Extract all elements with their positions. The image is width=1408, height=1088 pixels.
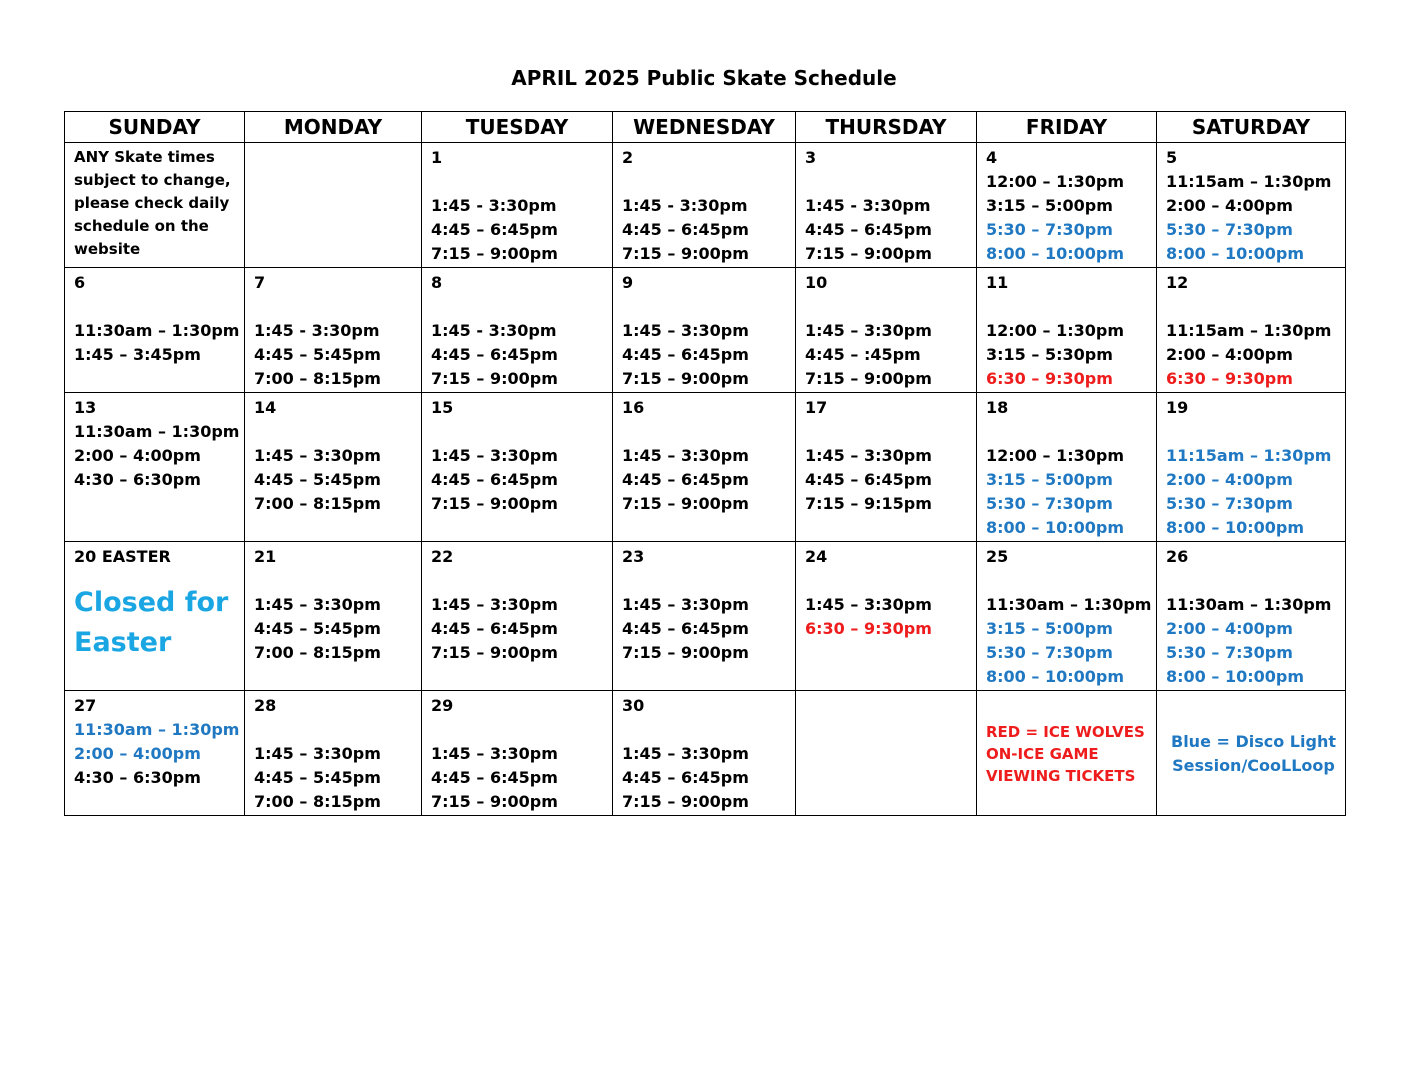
legend-blue-text: Blue = Disco Light	[1171, 732, 1336, 751]
session-time: 11:15am – 1:30pm	[1166, 321, 1332, 340]
day-cell	[613, 143, 796, 268]
session-time	[622, 295, 791, 319]
game-session-time: 6:30 – 9:30pm	[1166, 369, 1293, 388]
disco-session-time: 5:30 – 7:30pm	[986, 643, 1113, 662]
session-time: 1:45 – 3:30pm	[805, 446, 932, 465]
day-number: 25	[986, 547, 1009, 566]
session-time: 7:15 – 9:00pm	[622, 792, 749, 811]
day-cell	[1157, 268, 1346, 393]
day-cell	[977, 393, 1157, 542]
session-time: 1:45 - 3:30pm	[431, 321, 557, 340]
disco-session-time: 3:15 – 5:00pm	[986, 470, 1113, 489]
session-time: 4:45 – 5:45pm	[254, 768, 381, 787]
schedule-note-cell	[65, 143, 245, 268]
session-time: 1:45 – 3:30pm	[431, 595, 558, 614]
day-cell	[422, 268, 613, 393]
session-time: 7:00 – 8:15pm	[254, 643, 381, 662]
day-cell	[613, 691, 796, 816]
day-cell	[613, 542, 796, 691]
legend-red-text: VIEWING TICKETS	[986, 767, 1136, 785]
session-time	[622, 420, 791, 444]
session-time: 4:45 – 6:45pm	[431, 768, 558, 787]
session-time: 7:00 – 8:15pm	[254, 792, 381, 811]
session-time: 1:45 – 3:30pm	[622, 446, 749, 465]
session-time: 2:00 – 4:00pm	[1166, 345, 1293, 364]
session-time: 3:15 – 5:30pm	[986, 345, 1113, 364]
session-time: 7:15 – 9:00pm	[431, 643, 558, 662]
session-time: 4:45 – 6:45pm	[805, 470, 932, 489]
session-time: 1:45 - 3:30pm	[254, 321, 380, 340]
header-saturday: SATURDAY	[1157, 112, 1346, 143]
legend-red-text: RED = ICE WOLVES	[986, 723, 1145, 741]
day-number: 13	[74, 398, 97, 417]
session-time: 11:30am – 1:30pm	[74, 422, 240, 441]
day-number: 15	[431, 398, 454, 417]
session-time: 7:15 – 9:00pm	[431, 792, 558, 811]
session-time: 4:45 – 6:45pm	[805, 220, 932, 239]
legend-red-cell	[977, 691, 1157, 816]
day-number: 16	[622, 398, 645, 417]
day-number: 19	[1166, 398, 1189, 417]
session-time: 1:45 – 3:30pm	[805, 321, 932, 340]
disco-session-time: 8:00 – 10:00pm	[986, 518, 1124, 537]
empty-cell	[245, 143, 422, 268]
session-time: 1:45 – 3:30pm	[431, 744, 558, 763]
day-cell	[796, 393, 977, 542]
session-time: 11:30am – 1:30pm	[986, 595, 1152, 614]
disco-session-time: 8:00 – 10:00pm	[986, 667, 1124, 686]
disco-session-time: 2:00 – 4:00pm	[1166, 619, 1293, 638]
day-number: 11	[986, 273, 1009, 292]
session-time	[986, 569, 1152, 593]
schedule-note: ANY Skate times subject to change, please check daily schedule on the website	[74, 148, 231, 258]
game-session-time: 6:30 – 9:30pm	[986, 369, 1113, 388]
session-time: 4:45 – 6:45pm	[622, 619, 749, 638]
session-time	[254, 295, 417, 319]
session-time: 7:00 – 8:15pm	[254, 369, 381, 388]
legend-red-text: ON-ICE GAME	[986, 745, 1099, 763]
day-number: 7	[254, 273, 266, 292]
header-monday: MONDAY	[245, 112, 422, 143]
disco-session-time: 5:30 – 7:30pm	[986, 494, 1113, 513]
session-time: 11:15am – 1:30pm	[1166, 172, 1332, 191]
session-time	[986, 295, 1152, 319]
day-cell	[422, 143, 613, 268]
session-time: 1:45 – 3:30pm	[431, 446, 558, 465]
day-cell	[1157, 143, 1346, 268]
session-time: 11:30am – 1:30pm	[1166, 595, 1332, 614]
day-number: 8	[431, 273, 443, 292]
disco-session-time: 2:00 – 4:00pm	[1166, 470, 1293, 489]
disco-session-time: 5:30 – 7:30pm	[986, 220, 1113, 239]
session-time	[986, 420, 1152, 444]
session-time	[1166, 569, 1341, 593]
session-time: 1:45 – 3:30pm	[622, 595, 749, 614]
session-time: 4:45 – 6:45pm	[622, 220, 749, 239]
disco-session-time: 5:30 – 7:30pm	[1166, 643, 1293, 662]
day-cell	[796, 143, 977, 268]
disco-session-time: 5:30 – 7:30pm	[1166, 494, 1293, 513]
day-cell	[796, 542, 977, 691]
session-time: 4:45 – 6:45pm	[431, 470, 558, 489]
session-time: 7:15 – 9:15pm	[805, 494, 932, 513]
day-cell	[422, 691, 613, 816]
session-time: 1:45 – 3:30pm	[805, 595, 932, 614]
day-number: 12	[1166, 273, 1189, 292]
session-time: 4:45 – :45pm	[805, 345, 921, 364]
session-time: 4:30 – 6:30pm	[74, 768, 201, 787]
session-time: 7:15 – 9:00pm	[622, 643, 749, 662]
session-time	[74, 295, 240, 319]
day-number: 26	[1166, 547, 1189, 566]
session-time: 7:15 – 9:00pm	[622, 494, 749, 513]
session-time: 7:15 – 9:00pm	[431, 244, 558, 263]
day-number: 14	[254, 398, 277, 417]
day-cell	[245, 542, 422, 691]
week-row	[65, 542, 1346, 691]
session-time: 1:45 – 3:30pm	[254, 595, 381, 614]
session-time: 1:45 – 3:45pm	[74, 345, 201, 364]
closed-notice: Closed for Easter	[74, 587, 229, 658]
disco-session-time: 8:00 – 10:00pm	[1166, 518, 1304, 537]
week-row	[65, 268, 1346, 393]
session-time: 4:45 – 6:45pm	[431, 619, 558, 638]
day-number: 10	[805, 273, 828, 292]
session-time	[1166, 295, 1341, 319]
header-wednesday: WEDNESDAY	[613, 112, 796, 143]
weekday-header-row	[65, 112, 1346, 143]
calendar-table	[64, 111, 1346, 816]
session-time: 7:15 – 9:00pm	[805, 244, 932, 263]
session-time: 7:15 – 9:00pm	[805, 369, 932, 388]
session-time	[622, 170, 791, 194]
legend-blue-cell	[1157, 691, 1346, 816]
header-thursday: THURSDAY	[796, 112, 977, 143]
day-number: 28	[254, 696, 277, 715]
session-time: 4:45 – 6:45pm	[622, 768, 749, 787]
session-time: 3:15 – 5:00pm	[986, 196, 1113, 215]
page-title: APRIL 2025 Public Skate Schedule	[511, 66, 897, 90]
day-number: 1	[431, 148, 443, 167]
session-time	[431, 295, 608, 319]
session-time	[254, 569, 417, 593]
session-time	[431, 420, 608, 444]
day-cell	[65, 691, 245, 816]
session-time: 7:15 – 9:00pm	[431, 494, 558, 513]
session-time	[805, 420, 972, 444]
day-number: 5	[1166, 148, 1178, 167]
session-time: 1:45 - 3:30pm	[622, 196, 748, 215]
session-time	[805, 295, 972, 319]
session-time: 4:45 – 6:45pm	[431, 345, 558, 364]
day-number: 3	[805, 148, 817, 167]
disco-session-time: 8:00 – 10:00pm	[986, 244, 1124, 263]
session-time: 4:45 – 6:45pm	[622, 470, 749, 489]
empty-cell	[796, 691, 977, 816]
easter-cell	[65, 542, 245, 691]
day-number: 27	[74, 696, 97, 715]
header-sunday: SUNDAY	[65, 112, 245, 143]
day-cell	[422, 542, 613, 691]
day-number: 18	[986, 398, 1009, 417]
day-number: 17	[805, 398, 828, 417]
day-cell	[613, 393, 796, 542]
session-time	[254, 718, 417, 742]
session-time	[431, 569, 608, 593]
session-time: 12:00 – 1:30pm	[986, 321, 1124, 340]
disco-session-time: 8:00 – 10:00pm	[1166, 667, 1304, 686]
session-time: 2:00 – 4:00pm	[1166, 196, 1293, 215]
disco-session-time: 8:00 – 10:00pm	[1166, 244, 1304, 263]
disco-session-time: 2:00 – 4:00pm	[74, 744, 201, 763]
session-time: 1:45 – 3:30pm	[254, 446, 381, 465]
header-tuesday: TUESDAY	[422, 112, 613, 143]
session-time: 4:45 – 5:45pm	[254, 619, 381, 638]
session-time	[1166, 420, 1341, 444]
session-time	[431, 718, 608, 742]
day-number: 29	[431, 696, 454, 715]
session-time	[805, 170, 972, 194]
day-cell	[977, 268, 1157, 393]
session-time: 12:00 – 1:30pm	[986, 172, 1124, 191]
session-time: 7:15 – 9:00pm	[622, 369, 749, 388]
session-time	[622, 569, 791, 593]
session-time	[622, 718, 791, 742]
session-time: 4:30 – 6:30pm	[74, 470, 201, 489]
game-session-time: 6:30 – 9:30pm	[805, 619, 932, 638]
day-cell	[1157, 542, 1346, 691]
day-cell	[245, 393, 422, 542]
disco-session-time: 3:15 – 5:00pm	[986, 619, 1113, 638]
session-time: 4:45 – 5:45pm	[254, 345, 381, 364]
day-cell	[245, 691, 422, 816]
session-time: 4:45 – 5:45pm	[254, 470, 381, 489]
day-cell	[65, 393, 245, 542]
session-time: 4:45 – 6:45pm	[622, 345, 749, 364]
day-number: 22	[431, 547, 454, 566]
day-cell	[1157, 393, 1346, 542]
session-time: 7:15 – 9:00pm	[622, 244, 749, 263]
week-row	[65, 143, 1346, 268]
session-time: 1:45 – 3:30pm	[622, 321, 749, 340]
day-number: 2	[622, 148, 634, 167]
day-cell	[65, 268, 245, 393]
day-number: 21	[254, 547, 277, 566]
week-row	[65, 393, 1346, 542]
easter-label: 20 EASTER	[74, 547, 171, 566]
day-cell	[796, 268, 977, 393]
day-cell	[977, 143, 1157, 268]
session-time: 2:00 – 4:00pm	[74, 446, 201, 465]
session-time: 7:15 – 9:00pm	[431, 369, 558, 388]
session-time	[805, 569, 972, 593]
session-time: 11:30am – 1:30pm	[74, 321, 240, 340]
session-time: 7:00 – 8:15pm	[254, 494, 381, 513]
disco-session-time: 11:15am – 1:30pm	[1166, 446, 1332, 465]
disco-session-time: 11:30am – 1:30pm	[74, 720, 240, 739]
week-row	[65, 691, 1346, 816]
header-friday: FRIDAY	[977, 112, 1157, 143]
session-time: 1:45 – 3:30pm	[622, 744, 749, 763]
day-cell	[613, 268, 796, 393]
session-time: 1:45 - 3:30pm	[805, 196, 931, 215]
disco-session-time: 5:30 – 7:30pm	[1166, 220, 1293, 239]
day-cell	[245, 268, 422, 393]
day-cell	[977, 542, 1157, 691]
session-time: 1:45 – 3:30pm	[254, 744, 381, 763]
session-time: 1:45 - 3:30pm	[431, 196, 557, 215]
day-number: 24	[805, 547, 828, 566]
session-time: 4:45 – 6:45pm	[431, 220, 558, 239]
session-time	[431, 170, 608, 194]
day-cell	[422, 393, 613, 542]
session-time: 12:00 – 1:30pm	[986, 446, 1124, 465]
legend-blue-text: Session/CooLLoop	[1172, 756, 1335, 775]
session-time	[254, 420, 417, 444]
day-number: 23	[622, 547, 645, 566]
day-number: 4	[986, 148, 998, 167]
day-number: 9	[622, 273, 634, 292]
day-number: 30	[622, 696, 645, 715]
day-number: 6	[74, 273, 86, 292]
